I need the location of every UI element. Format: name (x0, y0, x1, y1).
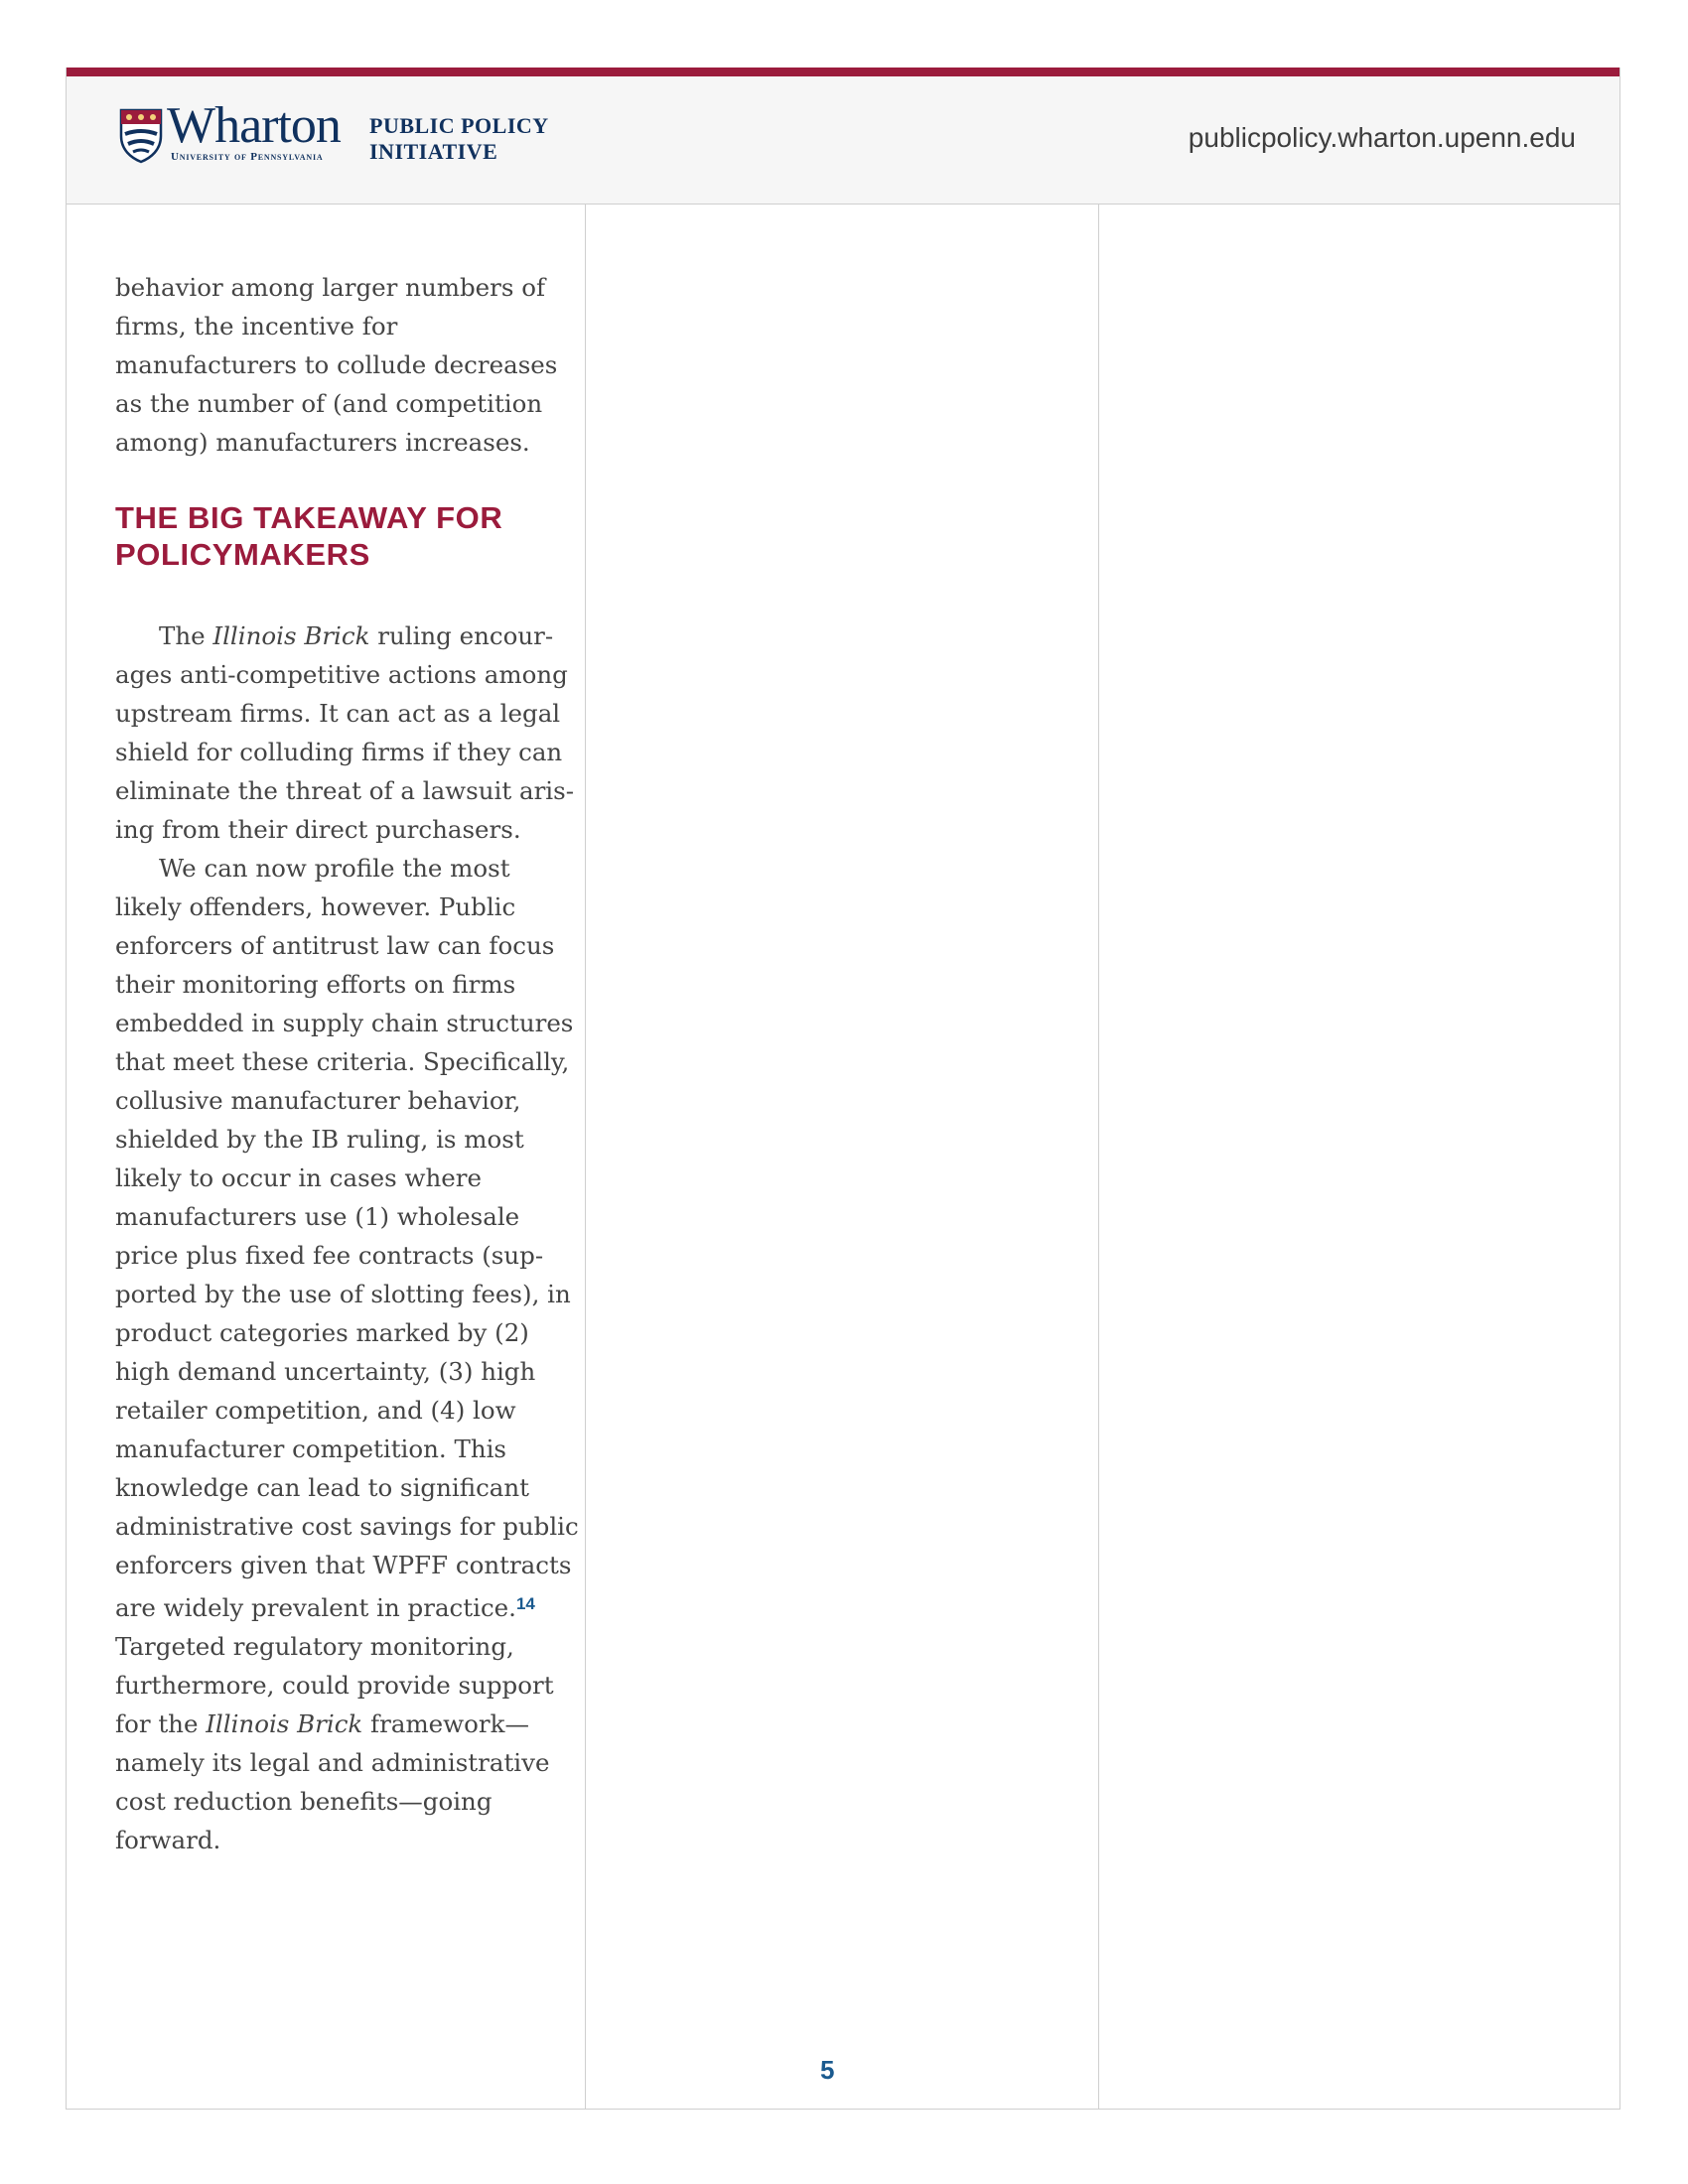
site-url[interactable]: publicpolicy.wharton.upenn.edu (1188, 122, 1576, 153)
initiative-line-2: INITIATIVE (369, 139, 498, 164)
paragraph-2 (115, 849, 582, 1859)
paragraph-2-continued: Targeted regulatory monitoring, furthermore, could provide support for the (115, 1632, 554, 1738)
paragraph-2-end: framework—namely its legal and administrative cost reduction benefits—going forward. (115, 1709, 550, 1854)
penn-shield-icon (119, 108, 163, 164)
main-text-column (115, 268, 582, 1859)
page-number: 5 (820, 2055, 835, 2085)
paragraph-1-rest: ruling encourages anti-competitive actions among upstream firms. It can act as a legal shield for colluding firms if they can eliminate the threat of a lawsuit arising from their direct purchasers. (115, 621, 574, 844)
intro-paragraph: behavior among larger numbers of firms, the incentive for manufacturers to collude decreases as the number of (and competition among) manufacturers increases. (115, 273, 558, 457)
page-header (67, 76, 1619, 205)
paragraph-1-start: The (159, 621, 213, 650)
column-divider-1 (585, 205, 586, 2110)
case-name-italic: Illinois Brick (212, 621, 370, 650)
column-divider-2 (1098, 205, 1099, 2110)
case-name-italic-2: Illinois Brick (206, 1709, 363, 1738)
section-heading (115, 499, 582, 573)
paragraph-1 (115, 616, 582, 849)
initiative-line-1: PUBLIC POLICY (369, 113, 549, 138)
wordmark: Wharton (167, 97, 341, 154)
section-heading-line-1: THE BIG TAKEAWAY FOR (115, 500, 503, 535)
footnote-ref[interactable]: 14 (515, 1594, 535, 1613)
section-heading-line-2: POLICYMAKERS (115, 537, 370, 572)
paragraph-2-main: We can now profile the most likely offenders, however. Public enforcers of antitrust law can focus their monitoring efforts on firms embedded in supply chain structures that meet these criteria. Specifically, collusive manufacturer behavior, shielded by the IB ruling, is most likely to occur in cases where manufacturers use (1) wholesale price plus fixed fee contracts (supported by the use of slotting fees), in product categories marked by (2) high demand uncertainty, (3) high retailer competition, and (4) low manufacturer competition. This knowledge can lead to significant administrative cost savings for public enforcers given that WPFF contracts are widely prevalent in practice. (115, 854, 579, 1622)
university-name: University of Pennsylvania (171, 151, 324, 163)
initiative-name (369, 113, 568, 165)
